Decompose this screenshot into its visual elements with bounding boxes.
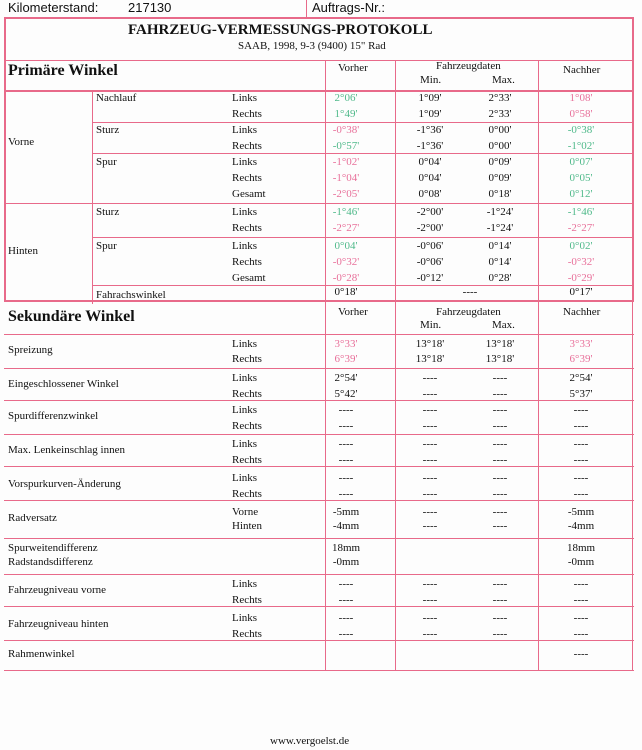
secondary-cell-vorher: -4mm xyxy=(332,520,360,532)
secondary-side-label: Rechts xyxy=(232,594,262,606)
primary-cell-max: -1°24' xyxy=(486,222,514,234)
secondary-cell-min: ---- xyxy=(422,472,438,484)
secondary-side-label: Hinten xyxy=(232,520,262,532)
secondary-side-label: Links xyxy=(232,372,258,384)
primary-cell-vorher: -0°32' xyxy=(332,256,360,268)
secondary-side-label: Rechts xyxy=(232,353,262,365)
primary-cell-min: -2°00' xyxy=(416,222,444,234)
secondary-cell-nachher: 3°33' xyxy=(569,338,593,350)
page-subtitle: SAAB, 1998, 9-3 (9400) 15" Rad xyxy=(238,40,386,52)
secondary-side-label: Links xyxy=(232,438,258,450)
secondary-cell-vorher: 5°42' xyxy=(334,388,358,400)
secondary-cell-min: ---- xyxy=(422,628,438,640)
secondary-cell-nachher: ---- xyxy=(573,488,589,500)
secondary-cell-nachher: ---- xyxy=(573,454,589,466)
secondary-row-label: Eingeschlossener Winkel xyxy=(8,378,119,390)
primary-cell-vorher: 0°04' xyxy=(334,240,358,252)
primary-cell-max: 2°33' xyxy=(488,92,512,104)
secondary-side-label: Vorne xyxy=(232,506,259,518)
primary-col-max: Max. xyxy=(492,74,515,86)
secondary-col-vorher: Vorher xyxy=(338,306,368,318)
secondary-cell-min: 13°18' xyxy=(415,338,445,350)
primary-cell-vorher: 1°49' xyxy=(334,108,358,120)
primary-col-min: Min. xyxy=(420,74,442,86)
primary-cell-max: -1°24' xyxy=(486,206,514,218)
primary-cell-nachher: 1°08' xyxy=(569,92,593,104)
primary-cell-min: -2°00' xyxy=(416,206,444,218)
secondary-cell-min: ---- xyxy=(422,612,438,624)
secondary-side-label: Rechts xyxy=(232,420,262,432)
secondary-cell-min: ---- xyxy=(422,594,438,606)
primary-side-label: Gesamt xyxy=(232,188,266,200)
primary-cell-min: -0°06' xyxy=(416,240,444,252)
primary-cell-nachher: 0°05' xyxy=(569,172,593,184)
km-label: Kilometerstand: xyxy=(8,0,99,15)
fahrachs-label: Fahrachswinkel xyxy=(96,289,166,301)
secondary-cell-vorher: ---- xyxy=(338,420,354,432)
primary-cell-min: -0°06' xyxy=(416,256,444,268)
secondary-side-label: Links xyxy=(232,404,258,416)
primary-cell-min: -1°36' xyxy=(416,124,444,136)
secondary-cell-nachher: 5°37' xyxy=(569,388,593,400)
primary-cell-nachher: 0°02' xyxy=(569,240,593,252)
primary-cell-max: 0°28' xyxy=(488,272,512,284)
primary-side-label: Links xyxy=(232,156,258,168)
secondary-cell-max: ---- xyxy=(492,488,508,500)
primary-cell-max: 0°18' xyxy=(488,188,512,200)
secondary-col-min: Min. xyxy=(420,319,442,331)
secondary-cell-vorher: ---- xyxy=(338,488,354,500)
primary-group-label: Nachlauf xyxy=(96,92,137,104)
secondary-col-fahrzeugdaten: Fahrzeugdaten xyxy=(436,306,501,318)
secondary-cell-max: 13°18' xyxy=(485,353,515,365)
secondary-cell-nachher: ---- xyxy=(573,648,589,660)
secondary-row-label: Vorspurkurven-Änderung xyxy=(8,478,121,490)
secondary-cell-nachher: 6°39' xyxy=(569,353,593,365)
primary-side-label: Links xyxy=(232,240,258,252)
secondary-cell-vorher: ---- xyxy=(338,472,354,484)
secondary-cell-nachher: ---- xyxy=(573,612,589,624)
group-vorne: Vorne xyxy=(8,136,35,148)
primary-cell-vorher: 2°06' xyxy=(334,92,358,104)
secondary-cell-max: ---- xyxy=(492,520,508,532)
primary-cell-nachher: 0°12' xyxy=(569,188,593,200)
primary-cell-max: 0°14' xyxy=(488,256,512,268)
secondary-cell-max: ---- xyxy=(492,372,508,384)
primary-title: Primäre Winkel xyxy=(8,62,118,79)
secondary-side-label: Links xyxy=(232,338,258,350)
primary-cell-nachher: 0°58' xyxy=(569,108,593,120)
secondary-cell-nachher: ---- xyxy=(573,594,589,606)
secondary-side-label: Rechts xyxy=(232,388,262,400)
primary-side-label: Gesamt xyxy=(232,272,266,284)
secondary-cell-vorher: ---- xyxy=(338,404,354,416)
secondary-cell-min: ---- xyxy=(422,404,438,416)
primary-cell-vorher: -0°57' xyxy=(332,140,360,152)
secondary-cell-min: 13°18' xyxy=(415,353,445,365)
primary-cell-vorher: -1°46' xyxy=(332,206,360,218)
secondary-cell-nachher: ---- xyxy=(573,628,589,640)
secondary-row-label: Radversatz xyxy=(8,512,57,524)
secondary-cell-max: ---- xyxy=(492,612,508,624)
secondary-cell-min: ---- xyxy=(422,506,438,518)
primary-cell-vorher: -2°27' xyxy=(332,222,360,234)
primary-side-label: Rechts xyxy=(232,222,262,234)
primary-side-label: Rechts xyxy=(232,256,262,268)
primary-cell-nachher: -1°02' xyxy=(567,140,595,152)
secondary-cell-vorher: -5mm xyxy=(332,506,360,518)
secondary-cell-min: ---- xyxy=(422,438,438,450)
primary-cell-min: 0°08' xyxy=(418,188,442,200)
secondary-cell-vorher: 3°33' xyxy=(334,338,358,350)
secondary-side-label: Links xyxy=(232,578,258,590)
primary-cell-max: 0°09' xyxy=(488,156,512,168)
fahrachs-nachher: 0°17' xyxy=(569,286,593,298)
primary-cell-max: 0°00' xyxy=(488,140,512,152)
primary-cell-nachher: -0°38' xyxy=(567,124,595,136)
secondary-cell-vorher: 18mm xyxy=(331,542,361,554)
primary-cell-min: 1°09' xyxy=(418,92,442,104)
primary-cell-nachher: -1°46' xyxy=(567,206,595,218)
primary-cell-nachher: -2°27' xyxy=(567,222,595,234)
secondary-side-label: Rechts xyxy=(232,488,262,500)
secondary-row-label: Fahrzeugniveau vorne xyxy=(8,584,107,596)
secondary-cell-nachher: ---- xyxy=(573,438,589,450)
secondary-cell-min: ---- xyxy=(422,372,438,384)
secondary-row-label: Fahrzeugniveau hinten xyxy=(8,618,109,630)
primary-cell-max: 0°09' xyxy=(488,172,512,184)
auftrag-label: Auftrags-Nr.: xyxy=(312,0,385,15)
secondary-cell-max: ---- xyxy=(492,454,508,466)
secondary-cell-max: ---- xyxy=(492,594,508,606)
secondary-cell-nachher: -4mm xyxy=(567,520,595,532)
primary-side-label: Links xyxy=(232,206,258,218)
primary-cell-max: 2°33' xyxy=(488,108,512,120)
secondary-cell-max: ---- xyxy=(492,438,508,450)
primary-cell-min: -1°36' xyxy=(416,140,444,152)
secondary-side-label: Rechts xyxy=(232,628,262,640)
primary-cell-nachher: -0°32' xyxy=(567,256,595,268)
secondary-cell-max: ---- xyxy=(492,404,508,416)
secondary-cell-nachher: ---- xyxy=(573,420,589,432)
secondary-cell-max: ---- xyxy=(492,388,508,400)
secondary-row-label: Radstandsdifferenz xyxy=(8,556,93,568)
secondary-cell-min: ---- xyxy=(422,488,438,500)
secondary-cell-vorher: 6°39' xyxy=(334,353,358,365)
primary-cell-vorher: -2°05' xyxy=(332,188,360,200)
secondary-cell-max: ---- xyxy=(492,628,508,640)
primary-cell-vorher: -0°28' xyxy=(332,272,360,284)
km-value: 217130 xyxy=(128,0,172,15)
secondary-row-label: Spurdifferenzwinkel xyxy=(8,410,99,422)
primary-side-label: Links xyxy=(232,92,258,104)
secondary-row-label: Spreizung xyxy=(8,344,53,356)
primary-cell-max: 0°14' xyxy=(488,240,512,252)
primary-group-label: Spur xyxy=(96,156,117,168)
primary-group-label: Sturz xyxy=(96,124,120,136)
secondary-cell-nachher: -5mm xyxy=(567,506,595,518)
secondary-cell-nachher: -0mm xyxy=(567,556,595,568)
secondary-row-label: Spurweitendifferenz xyxy=(8,542,98,554)
secondary-col-nachher: Nachher xyxy=(563,306,601,318)
primary-side-label: Rechts xyxy=(232,108,262,120)
secondary-cell-max: 13°18' xyxy=(485,338,515,350)
secondary-cell-vorher: ---- xyxy=(338,628,354,640)
primary-col-nachher: Nachher xyxy=(563,64,601,76)
primary-cell-min: 0°04' xyxy=(418,172,442,184)
secondary-cell-max: ---- xyxy=(492,420,508,432)
secondary-cell-nachher: ---- xyxy=(573,472,589,484)
secondary-cell-nachher: ---- xyxy=(573,578,589,590)
secondary-cell-nachher: 2°54' xyxy=(569,372,593,384)
primary-cell-min: -0°12' xyxy=(416,272,444,284)
primary-cell-vorher: -0°38' xyxy=(332,124,360,136)
secondary-title: Sekundäre Winkel xyxy=(8,308,135,325)
fahrachs-vorher: 0°18' xyxy=(334,286,358,298)
primary-cell-vorher: -1°02' xyxy=(332,156,360,168)
fahrachs-mid: ---- xyxy=(462,286,478,298)
secondary-cell-min: ---- xyxy=(422,420,438,432)
primary-cell-vorher: -1°04' xyxy=(332,172,360,184)
secondary-cell-vorher: ---- xyxy=(338,612,354,624)
secondary-side-label: Rechts xyxy=(232,454,262,466)
secondary-cell-vorher: ---- xyxy=(338,438,354,450)
secondary-cell-min: ---- xyxy=(422,388,438,400)
secondary-cell-min: ---- xyxy=(422,520,438,532)
primary-col-fahrzeugdaten: Fahrzeugdaten xyxy=(436,60,501,72)
secondary-col-max: Max. xyxy=(492,319,515,331)
secondary-side-label: Links xyxy=(232,612,258,624)
primary-group-label: Spur xyxy=(96,240,117,252)
secondary-cell-vorher: ---- xyxy=(338,454,354,466)
secondary-cell-vorher: -0mm xyxy=(332,556,360,568)
secondary-side-label: Links xyxy=(232,472,258,484)
primary-cell-min: 0°04' xyxy=(418,156,442,168)
secondary-cell-max: ---- xyxy=(492,472,508,484)
primary-side-label: Rechts xyxy=(232,140,262,152)
secondary-cell-vorher: ---- xyxy=(338,594,354,606)
secondary-cell-nachher: ---- xyxy=(573,404,589,416)
secondary-cell-min: ---- xyxy=(422,578,438,590)
secondary-cell-vorher: ---- xyxy=(338,578,354,590)
primary-side-label: Rechts xyxy=(232,172,262,184)
primary-col-vorher: Vorher xyxy=(338,62,368,74)
primary-side-label: Links xyxy=(232,124,258,136)
page-title: FAHRZEUG-VERMESSUNGS-PROTOKOLL xyxy=(128,22,433,38)
secondary-cell-nachher: 18mm xyxy=(566,542,596,554)
secondary-cell-max: ---- xyxy=(492,506,508,518)
primary-cell-nachher: 0°07' xyxy=(569,156,593,168)
secondary-cell-max: ---- xyxy=(492,578,508,590)
secondary-cell-vorher: 2°54' xyxy=(334,372,358,384)
secondary-row-label: Max. Lenkeinschlag innen xyxy=(8,444,125,456)
secondary-row-label: Rahmenwinkel xyxy=(8,648,75,660)
primary-cell-max: 0°00' xyxy=(488,124,512,136)
primary-cell-min: 1°09' xyxy=(418,108,442,120)
group-hinten: Hinten xyxy=(8,245,38,257)
secondary-cell-min: ---- xyxy=(422,454,438,466)
primary-group-label: Sturz xyxy=(96,206,120,218)
footer-url[interactable]: www.vergoelst.de xyxy=(270,735,350,747)
primary-cell-nachher: -0°29' xyxy=(567,272,595,284)
